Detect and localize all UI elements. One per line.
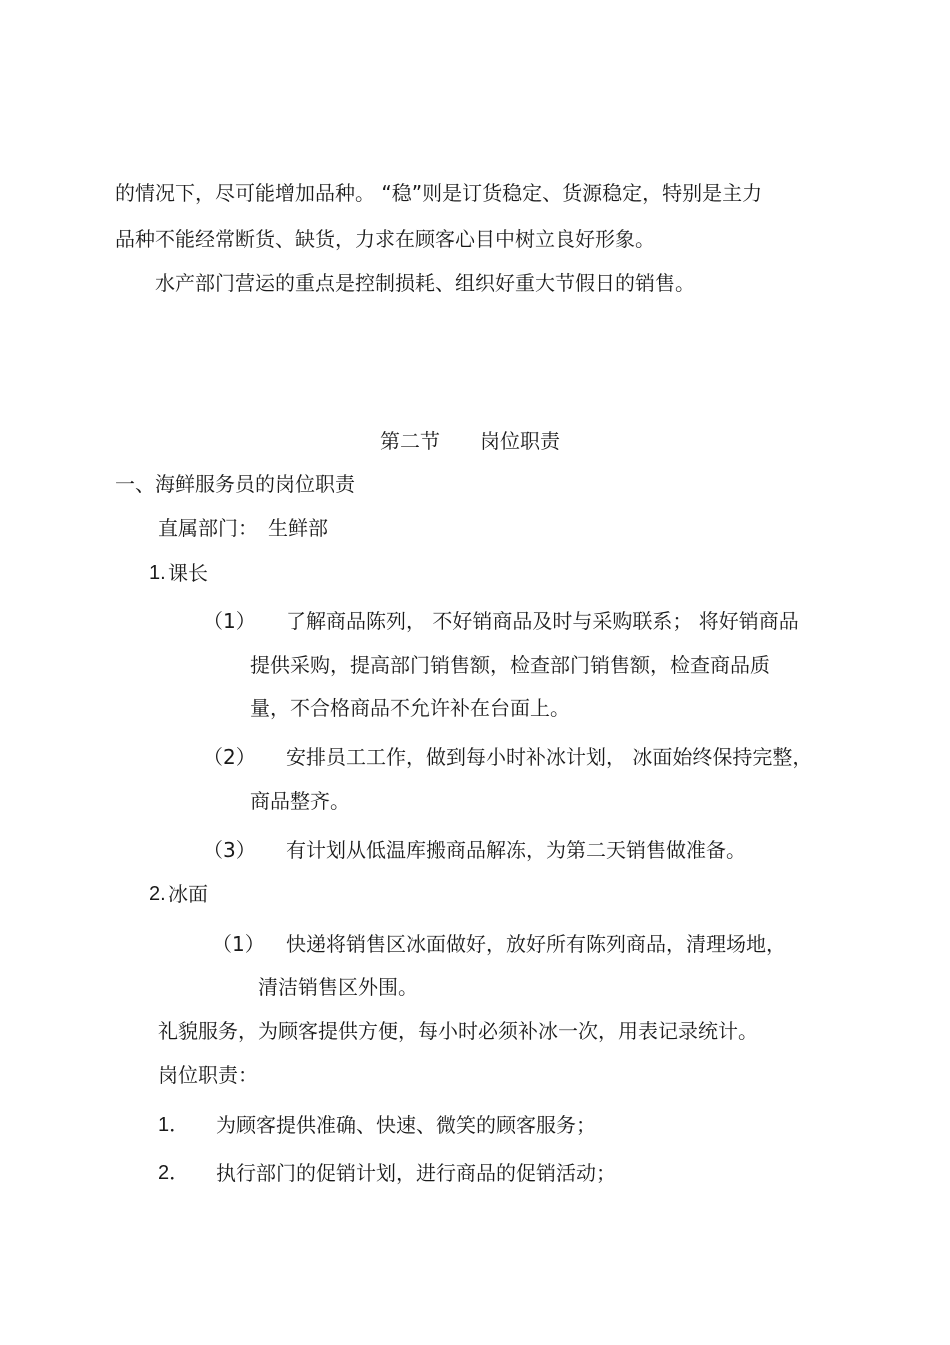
heading-seafood-attendant-duties: 一、海鲜服务员的岗位职责: [115, 472, 355, 496]
part1-item3-number: （3）: [203, 838, 256, 862]
intro-line-2: 品种不能经常断货、缺货，力求在顾客心目中树立良好形象。: [115, 227, 655, 251]
duty-1-text: 为顾客提供准确、快速、微笑的顾客服务；: [216, 1113, 596, 1137]
part1-item1-line1: 了解商品陈列， 不好销商品及时与采购联系； 将好销商品: [286, 609, 799, 633]
department-label: 直属部门：: [158, 516, 258, 540]
part1-item2-line1: 安排员工工作，做到每小时补冰计划， 冰面始终保持完整，: [286, 745, 813, 769]
part2-item1-line1: 快递将销售区冰面做好，放好所有陈列商品，清理场地，: [286, 932, 786, 956]
part1-item1-number: （1）: [203, 609, 256, 633]
part1-item1-line2: 提供采购，提高部门销售额，检查部门销售额，检查商品质: [250, 653, 770, 677]
section-title-text: 岗位职责: [480, 429, 560, 453]
department-value: 生鲜部: [268, 516, 328, 540]
part2-number: 2.: [149, 883, 166, 905]
part1-item1-line3: 量，不合格商品不允许补在台面上。: [250, 696, 570, 720]
part2-item1-number: （1）: [212, 932, 265, 956]
part1-item2-line2: 商品整齐。: [250, 789, 350, 813]
intro-line-3: 水产部门营运的重点是控制损耗、组织好重大节假日的销售。: [155, 271, 695, 295]
part1-item3-line1: 有计划从低温库搬商品解冻，为第二天销售做准备。: [286, 838, 746, 862]
courtesy-service-text: 礼貌服务，为顾客提供方便，每小时必须补冰一次，用表记录统计。: [158, 1019, 758, 1043]
part2-item1-line2: 清洁销售区外围。: [258, 975, 418, 999]
section-title-number: 第二节: [380, 429, 440, 453]
duties-label: 岗位职责：: [158, 1063, 258, 1087]
duty-2-text: 执行部门的促销计划，进行商品的促销活动；: [216, 1161, 616, 1185]
intro-line-1: 的情况下，尽可能增加品种。 “稳”则是订货稳定、货源稳定，特别是主力: [115, 181, 763, 205]
part1-title: 课长: [168, 561, 208, 585]
part1-number: 1.: [149, 562, 166, 584]
part1-item2-number: （2）: [203, 745, 256, 769]
part2-title: 冰面: [168, 882, 208, 906]
duty-2-number: 2．: [158, 1162, 190, 1184]
duty-1-number: 1．: [158, 1114, 190, 1136]
